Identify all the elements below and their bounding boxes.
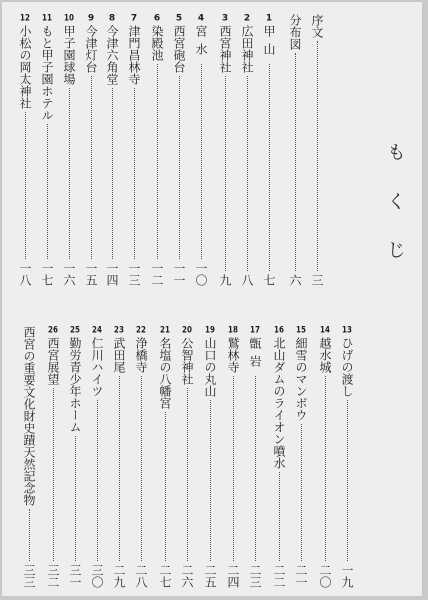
entry-title: 西宮神社 — [218, 25, 232, 73]
entry-page-number: 六 — [288, 274, 302, 286]
toc-entry — [103, 14, 121, 286]
entry-page-number: 一九 — [340, 564, 354, 588]
entry-page-number: 一三 — [127, 262, 141, 286]
entry-page-number: 二六 — [180, 564, 194, 588]
dot-leader — [97, 400, 98, 561]
dot-leader — [53, 388, 54, 561]
entry-title: 小松の岡太神社 — [18, 25, 32, 109]
entry-number: 17 — [250, 326, 260, 335]
entry-number: 23 — [114, 326, 124, 335]
entry-title: 細雪のマンボウ — [294, 337, 308, 421]
entry-number: 7 — [130, 14, 138, 23]
toc-entry — [216, 14, 234, 286]
dot-leader — [157, 64, 158, 259]
entry-title: 鷲林寺 — [226, 337, 240, 373]
dot-leader — [301, 424, 302, 561]
entry-page-number: 一七 — [40, 262, 54, 286]
entry-title: 公智神社 — [180, 337, 194, 385]
toc-entry — [201, 326, 219, 588]
entry-title: 今津灯台 — [84, 25, 98, 73]
dot-leader — [233, 376, 234, 561]
dot-leader — [187, 388, 188, 561]
entry-number: 13 — [342, 326, 352, 335]
entry-page-number: 一八 — [18, 262, 32, 286]
entry-page-number: 三二 — [46, 564, 60, 588]
dot-leader — [134, 88, 135, 259]
toc-heading: もくじ — [384, 142, 406, 289]
toc-entry — [270, 326, 288, 588]
entry-title: 越水城 — [318, 337, 332, 373]
toc-entry — [238, 14, 256, 286]
dot-leader — [295, 53, 296, 271]
dot-leader — [325, 376, 326, 561]
dot-leader — [165, 412, 166, 561]
entry-title: 序文 — [310, 14, 324, 38]
entry-title: 甲山 — [262, 25, 276, 61]
entry-title: 西宮砲台 — [172, 25, 186, 73]
dot-leader — [225, 76, 226, 271]
dot-leader — [91, 76, 92, 259]
entry-page-number: 一六 — [62, 262, 76, 286]
entry-page-number: 一四 — [105, 262, 119, 286]
entry-title: 浄橋寺 — [134, 337, 148, 373]
toc-entry — [246, 326, 264, 588]
entry-title: 勤労青少年ホーム — [68, 337, 82, 433]
entry-number: 9 — [87, 14, 95, 23]
entry-title: 今津六角堂 — [105, 25, 119, 85]
toc-entry — [60, 14, 78, 286]
entry-page-number: 三 — [310, 274, 324, 286]
entry-title: 宮水 — [194, 25, 208, 61]
entry-page-number: 二八 — [134, 564, 148, 588]
toc-entry — [292, 326, 310, 588]
toc-entry — [170, 14, 188, 286]
entry-number: 11 — [42, 14, 52, 23]
toc-entry — [316, 326, 334, 588]
entry-title: 津門昌林寺 — [127, 25, 141, 85]
entry-number: 14 — [320, 326, 330, 335]
entry-title: 西宮の重要文化財史蹟天然記念物 — [22, 326, 36, 506]
entry-page-number: 三一 — [68, 564, 82, 588]
dot-leader — [25, 112, 26, 259]
toc-entry — [224, 326, 242, 588]
dot-leader — [317, 41, 318, 271]
entry-title: 西宮展望 — [46, 337, 60, 385]
entry-page-number: 二一 — [294, 564, 308, 588]
toc-entry — [82, 14, 100, 286]
toc-entry — [38, 14, 56, 286]
entry-page-number: 三〇 — [90, 564, 104, 588]
dot-leader — [201, 64, 202, 259]
entry-title: 仁川ハイツ — [90, 337, 104, 397]
entry-page-number: 八 — [240, 274, 254, 286]
entry-title: 北山ダムのライオン噴水 — [272, 337, 286, 469]
entry-number: 15 — [296, 326, 306, 335]
entry-title: もと甲子園ホテル — [40, 25, 54, 121]
toc-entry — [286, 14, 304, 286]
entry-number: 22 — [136, 326, 146, 335]
dot-leader — [75, 436, 76, 561]
dot-leader — [47, 124, 48, 259]
toc-entry — [338, 326, 356, 588]
toc-entry — [178, 326, 196, 588]
dot-leader — [141, 376, 142, 561]
entry-page-number: 一一 — [172, 262, 186, 286]
toc-entry — [66, 326, 84, 588]
entry-number: 6 — [153, 14, 161, 23]
toc-entry — [16, 14, 34, 286]
entry-page-number: 二二 — [272, 564, 286, 588]
entry-title: ひげの渡し — [340, 337, 354, 397]
entry-number: 16 — [274, 326, 284, 335]
entry-title: 甲子園球場 — [62, 25, 76, 85]
toc-entry — [308, 14, 326, 286]
entry-page-number: 三三 — [22, 564, 36, 588]
entry-title: 山口の丸山 — [203, 337, 217, 397]
entry-title: 武田尾 — [112, 337, 126, 373]
entry-page-number: 二七 — [158, 564, 172, 588]
dot-leader — [29, 509, 30, 561]
entry-title: 染殿池 — [150, 25, 164, 61]
toc-entry — [125, 14, 143, 286]
dot-leader — [210, 400, 211, 561]
dot-leader — [112, 88, 113, 259]
entry-page-number: 二五 — [203, 564, 217, 588]
entry-title: 甑岩 — [248, 337, 262, 373]
toc-entry — [88, 326, 106, 588]
entry-page-number: 二三 — [248, 564, 262, 588]
entry-number: 1 — [265, 14, 273, 23]
toc-entry — [156, 326, 174, 588]
entry-page-number: 一〇 — [194, 262, 208, 286]
dot-leader — [69, 88, 70, 259]
entry-number: 10 — [64, 14, 74, 23]
entry-page-number: 九 — [218, 274, 232, 286]
entry-number: 19 — [205, 326, 215, 335]
toc-entry — [20, 326, 38, 588]
entry-page-number: 七 — [262, 274, 276, 286]
entry-page-number: 二四 — [226, 564, 240, 588]
toc-entry — [192, 14, 210, 286]
entry-title: 広田神社 — [240, 25, 254, 73]
entry-title: 分布図 — [288, 14, 302, 50]
entry-page-number: 一五 — [84, 262, 98, 286]
document-page — [2, 2, 422, 596]
dot-leader — [347, 400, 348, 561]
entry-page-number: 一二 — [150, 262, 164, 286]
entry-number: 5 — [175, 14, 183, 23]
toc-entry — [260, 14, 278, 286]
dot-leader — [119, 376, 120, 561]
toc-entry — [110, 326, 128, 588]
toc-entry — [148, 14, 166, 286]
entry-number: 26 — [48, 326, 58, 335]
entry-number: 21 — [160, 326, 170, 335]
dot-leader — [255, 376, 256, 561]
entry-number: 24 — [92, 326, 102, 335]
entry-number: 4 — [197, 14, 205, 23]
entry-number: 8 — [108, 14, 116, 23]
entry-page-number: 二九 — [112, 564, 126, 588]
entry-title: 名塩の八幡宮 — [158, 337, 172, 409]
entry-number: 12 — [20, 14, 30, 23]
entry-number: 2 — [243, 14, 251, 23]
dot-leader — [269, 64, 270, 271]
dot-leader — [179, 76, 180, 259]
entry-number: 3 — [221, 14, 229, 23]
entry-number: 20 — [182, 326, 192, 335]
entry-page-number: 二〇 — [318, 564, 332, 588]
toc-entry — [44, 326, 62, 588]
entry-number: 25 — [70, 326, 80, 335]
entry-number: 18 — [228, 326, 238, 335]
toc-entry — [132, 326, 150, 588]
dot-leader — [279, 472, 280, 561]
dot-leader — [247, 76, 248, 271]
